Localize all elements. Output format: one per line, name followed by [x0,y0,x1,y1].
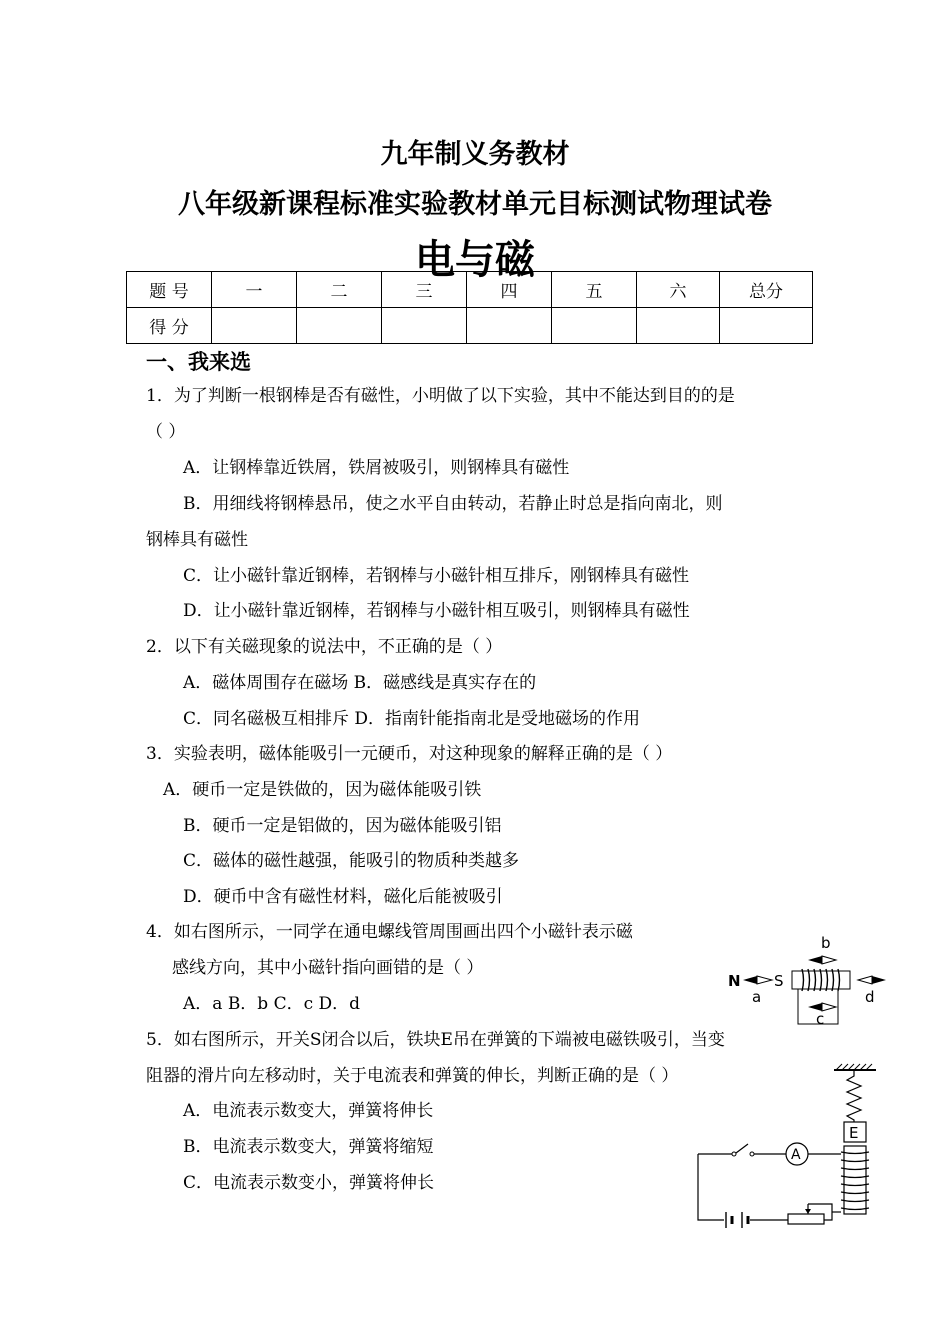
score-input-cell[interactable] [382,308,467,344]
score-cell: 得 分 [127,308,212,344]
q5-option-a: A．电流表示数变大，弹簧将伸长 [183,1101,434,1121]
score-cell: 四 [467,272,552,308]
score-table [126,271,813,344]
solenoid-coil [802,969,840,991]
q1-option-d: D．让小磁针靠近钢棒，若钢棒与小磁针相互吸引，则钢棒具有磁性 [183,601,690,621]
q4-stem: 4．如右图所示，一同学在通电螺线管周围画出四个小磁针表示磁 [146,922,633,942]
score-cell: 五 [552,272,637,308]
label-b: b [821,934,831,952]
score-cell: 总分 [720,272,813,308]
score-input-cell[interactable] [467,308,552,344]
score-table-header-row [127,272,813,308]
block-label: E [849,1124,859,1142]
header-line-1: 九年制义务教材 [380,139,570,170]
q3-stem: 3．实验表明，磁体能吸引一元硬币，对这种现象的解释正确的是（ ） [146,744,673,764]
score-cell: 二 [297,272,382,308]
electromagnet-coil [841,1152,869,1210]
q1-option-c: C．让小磁针靠近钢棒，若钢棒与小磁针相互排斥，刚钢棒具有磁性 [183,566,690,586]
q4-stem-cont: 感线方向，其中小磁针指向画错的是（ ） [172,958,484,978]
needle-a-white [757,976,772,984]
section-title: 一、我来选 [146,350,251,374]
q1-answer-paren: （ ） [146,422,186,442]
label-s: S [774,972,784,990]
rheostat [788,1214,824,1224]
q5-stem-cont: 阻器的滑片向左移动时，关于电流表和弹簧的伸长，判断正确的是（ ） [146,1066,679,1086]
label-a: a [752,988,762,1006]
switch-contact [732,1152,736,1156]
label-c: c [816,1010,825,1028]
q5-stem: 5．如右图所示，开关S闭合以后，铁块E吊在弹簧的下端被电磁铁吸引，当变 [146,1030,725,1050]
rheostat-slider-arrow [805,1209,811,1214]
score-table-score-row [127,308,813,344]
solenoid-figure [722,932,918,1038]
needle-d-black [872,976,886,984]
q3-option-a: A．硬币一定是铁做的，因为磁体能吸引铁 [163,780,482,800]
label-n: N [728,972,741,990]
spring [847,1070,861,1122]
page-title: 电与磁 [415,237,535,283]
q4-options: A．a B．b C．c D．d [183,994,361,1014]
q5-option-b: B．电流表示数变大，弹簧将缩短 [183,1137,434,1157]
electromagnet-core [844,1146,866,1214]
score-cell: 三 [382,272,467,308]
needle-b-white [822,956,836,964]
needle-d-white [858,976,872,984]
q3-option-c: C．磁体的磁性越强，能吸引的物质种类越多 [183,851,520,871]
needle-b-black [808,956,822,964]
q3-option-d: D．硬币中含有磁性材料，磁化后能被吸引 [183,887,503,907]
score-input-cell[interactable] [637,308,720,344]
score-input-cell[interactable] [297,308,382,344]
switch-contact [750,1152,754,1156]
header-line-2: 八年级新课程标准实验教材单元目标测试物理试卷 [178,189,772,220]
needle-a-black [743,976,757,984]
ammeter-label: A [791,1147,801,1163]
q2-stem: 2．以下有关磁现象的说法中，不正确的是（ ） [146,637,503,657]
q1-option-b-cont: 钢棒具有磁性 [146,530,248,550]
score-input-cell[interactable] [212,308,297,344]
battery [726,1212,748,1228]
electromagnet-circuit-figure [690,1062,890,1238]
q1-option-b: B．用细线将钢棒悬吊，使之水平自由转动，若静止时总是指向南北，则 [183,494,723,514]
switch-lever [736,1144,748,1153]
q2-options-ab: A．磁体周围存在磁场 B．磁感线是真实存在的 [183,673,537,693]
q1-stem: 1．为了判断一根钢棒是否有磁性，小明做了以下实验，其中不能达到目的的是 [146,386,735,406]
score-cell: 一 [212,272,297,308]
wire-left [698,1154,724,1220]
score-input-cell[interactable] [720,308,813,344]
label-d: d [865,988,875,1006]
score-cell: 题 号 [127,272,212,308]
score-cell: 六 [637,272,720,308]
q2-options-cd: C．同名磁极互相排斥 D．指南针能指南北是受地磁场的作用 [183,709,641,729]
q3-option-b: B．硬币一定是铝做的，因为磁体能吸引铝 [183,816,502,836]
score-input-cell[interactable] [552,308,637,344]
q1-option-a: A．让钢棒靠近铁屑，铁屑被吸引，则钢棒具有磁性 [183,458,570,478]
q5-option-c: C．电流表示数变小，弹簧将伸长 [183,1173,435,1193]
